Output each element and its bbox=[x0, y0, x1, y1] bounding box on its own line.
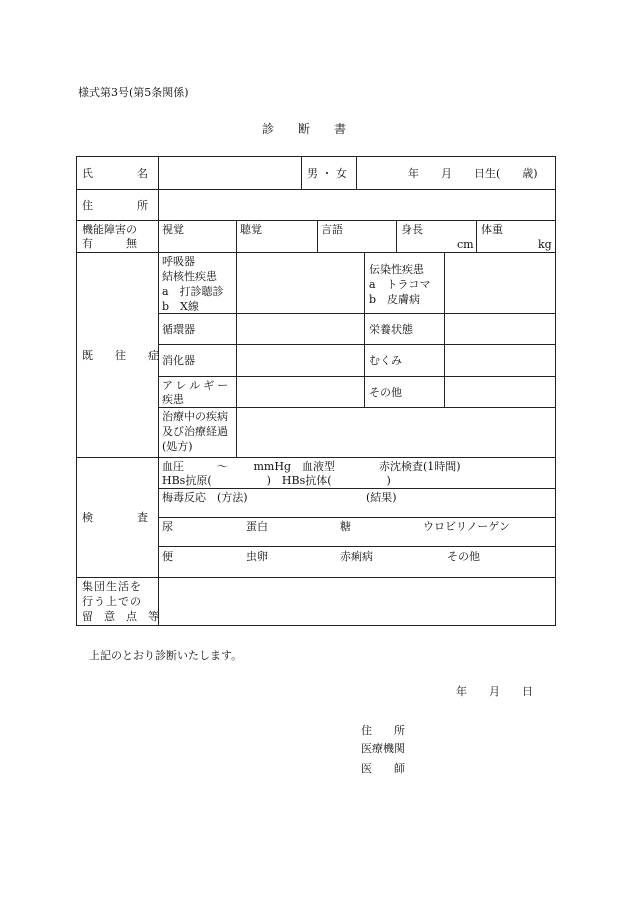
row-divider bbox=[158, 407, 556, 408]
column-divider bbox=[476, 220, 477, 253]
row-divider bbox=[76, 189, 556, 190]
signature-institution-label: 医療機関 bbox=[361, 742, 405, 755]
row-divider bbox=[158, 517, 556, 518]
allergy-line: アレルギー bbox=[162, 379, 232, 392]
table-border-left bbox=[76, 156, 77, 626]
table-border-right bbox=[555, 156, 556, 626]
dysentery-label: 赤痢病 bbox=[340, 550, 373, 563]
stool-other-label: その他 bbox=[447, 550, 480, 563]
group-life-label-line: 留 意 点 等 bbox=[82, 610, 159, 623]
speech-label: 言語 bbox=[321, 223, 343, 236]
infectious-line: 伝染性疾患 bbox=[369, 263, 424, 276]
history-label: 既 往 症 bbox=[82, 349, 159, 362]
weight-label: 体重 bbox=[481, 223, 503, 236]
row-divider bbox=[76, 577, 556, 578]
name-label: 氏 名 bbox=[82, 167, 148, 180]
blood-pressure-line: 血圧 〜 mmHg 血液型 赤沈検査(1時間) bbox=[162, 460, 461, 473]
edema-label: むくみ bbox=[369, 354, 402, 367]
respiratory-line: a 打診聴診 bbox=[162, 285, 224, 298]
urobilinogen-label: ウロビリノーゲン bbox=[423, 520, 511, 533]
address-label: 住 所 bbox=[82, 199, 148, 212]
column-divider bbox=[356, 156, 357, 190]
circulatory-label: 循環器 bbox=[162, 323, 195, 336]
group-life-label-line: 行う上での bbox=[82, 595, 142, 608]
disability-label-line1: 機能障害の bbox=[82, 223, 137, 236]
column-divider bbox=[396, 220, 397, 253]
infectious-line: a トラコマ bbox=[369, 278, 431, 291]
treatment-line: 治療中の疾病 bbox=[162, 410, 228, 423]
row-divider bbox=[158, 313, 556, 314]
disability-label-line2: 有 無 bbox=[82, 237, 137, 250]
row-divider bbox=[76, 457, 556, 458]
label-column-divider bbox=[158, 156, 159, 626]
statement-text: 上記のとおり診断いたします。 bbox=[89, 649, 243, 662]
row-divider bbox=[158, 344, 556, 345]
column-divider bbox=[236, 252, 237, 458]
row-divider bbox=[158, 546, 556, 547]
column-divider bbox=[301, 156, 302, 190]
table-border-bottom bbox=[76, 625, 556, 626]
urine-label: 尿 bbox=[162, 520, 173, 533]
digestive-label: 消化器 bbox=[162, 354, 195, 367]
row-divider bbox=[158, 376, 556, 377]
group-life-label-line: 集団生活を bbox=[82, 580, 142, 593]
column-divider bbox=[364, 252, 365, 408]
row-divider bbox=[76, 252, 556, 253]
signature-address-label: 住 所 bbox=[361, 724, 405, 737]
sight-label: 視覚 bbox=[162, 223, 184, 236]
treatment-line: (処方) bbox=[162, 440, 193, 453]
date-of-birth-field: 年 月 日生( 歳) bbox=[408, 167, 538, 180]
history-other-label: その他 bbox=[369, 386, 402, 399]
syphilis-result-label: (結果) bbox=[366, 491, 397, 504]
hearing-label: 聴覚 bbox=[240, 223, 262, 236]
treatment-line: 及び治療経過 bbox=[162, 425, 228, 438]
signature-date: 年 月 日 bbox=[456, 685, 533, 698]
infectious-line: b 皮膚病 bbox=[369, 293, 421, 306]
hbs-line: HBs抗原( ) HBs抗体( ) bbox=[162, 474, 391, 487]
column-divider bbox=[236, 220, 237, 253]
signature-doctor-label: 医 師 bbox=[361, 762, 405, 775]
height-unit: cm bbox=[457, 238, 474, 251]
row-divider bbox=[76, 220, 556, 221]
nutrition-label: 栄養状態 bbox=[369, 323, 413, 336]
height-label: 身長 bbox=[401, 223, 423, 236]
document-title: 診 断 書 bbox=[262, 122, 347, 136]
parasite-eggs-label: 虫卵 bbox=[246, 550, 268, 563]
form-number: 様式第3号(第5条関係) bbox=[78, 86, 189, 99]
protein-label: 蛋白 bbox=[246, 520, 268, 533]
respiratory-line: b X線 bbox=[162, 300, 199, 313]
syphilis-label: 梅毒反応 (方法) bbox=[162, 491, 248, 504]
column-divider bbox=[444, 252, 445, 408]
allergy-line: 疾患 bbox=[162, 393, 184, 406]
stool-label: 便 bbox=[162, 550, 173, 563]
column-divider bbox=[317, 220, 318, 253]
respiratory-line: 呼吸器 bbox=[162, 255, 195, 268]
respiratory-line: 結核性疾患 bbox=[162, 270, 217, 283]
sex-field: 男 ・ 女 bbox=[307, 167, 347, 180]
exam-label: 検 査 bbox=[82, 511, 148, 524]
weight-unit: kg bbox=[538, 238, 552, 251]
sugar-label: 糖 bbox=[340, 520, 351, 533]
table-border-top bbox=[76, 156, 556, 157]
row-divider bbox=[158, 488, 556, 489]
